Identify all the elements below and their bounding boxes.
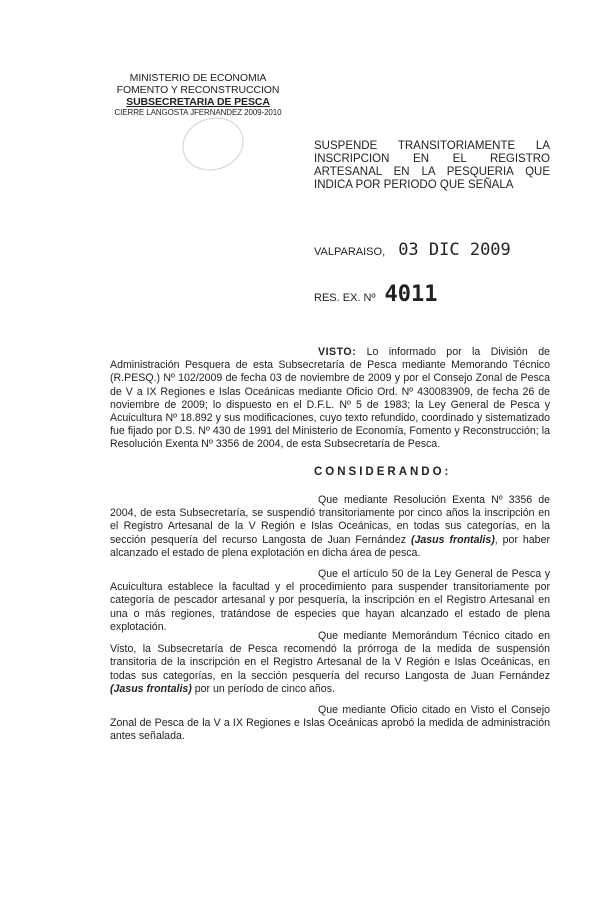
species-name: (Jasus frontalis) <box>110 682 192 695</box>
considerando-heading: CONSIDERANDO: <box>314 466 452 478</box>
subsecretaria-name: SUBSECRETARIA DE PESCA <box>126 96 270 108</box>
ministry-line-1: MINISTERIO DE ECONOMIA <box>129 72 267 84</box>
visto-text: Lo informado por la División de Administración Pesquera de esta Subsecretaría de Pesca mediante Memorando Técnico (R.PESQ.) Nº 102/2009 de fecha 03 de noviembre de 2009 y por el Consejo Zonal de Pesca de V a IX Regiones e Islas Oceánicas mediante Oficio Ord. Nº 430083909, de fecha 26 de noviembre de 2009; lo dispuesto en el D.F.L. Nº 5 de 1983; la Ley General de Pesca y Acuicultura Nº 18.892 y sus modificaciones, cuyo texto refundido, coordinado y sistematizado fue fijado por D.S. Nº 430 de 1991 del Ministerio de Economía, Fomento y Reconstrucción; la Resolución Exenta Nº 3356 de 2004, de esta Subsecretaría de Pesca. <box>110 346 550 451</box>
considerando-paragraph-3 <box>110 630 550 696</box>
considerando-paragraph-2 <box>110 568 550 634</box>
paragraph-3-text: Que mediante Memorándum Técnico citado en Visto, la Subsecretaría de Pesca recomendó la prórroga de la medida de suspensión transitoria de la inscripción en el Registro Artesanal de la V Región e Islas Oceánicas, en todas sus categorías, en la sección pesquería del recurso Langosta de Juan Fernández <box>110 630 550 682</box>
considerando-paragraph-4 <box>110 704 550 744</box>
resolution-number-line <box>314 282 574 308</box>
resolution-summary: SUSPENDE TRANSITORIAMENTE LA INSCRIPCION EN EL REGISTRO ARTESANAL EN LA PESQUERIA QUE INDICA POR PERIODO QUE SEÑALA <box>314 140 550 191</box>
official-seal-stamp <box>175 110 250 179</box>
considerando-paragraph-1 <box>110 494 550 560</box>
paragraph-1-text: Que mediante Resolución Exenta Nº 3356 de 2004, de esta Subsecretaría, se suspendió transitoriamente por cinco años la inscripción en el Registro Artesanal de la V Región e Islas Oceánicas, en todas sus categorías, en la sección pesquería del recurso Langosta de Juan Fernández <box>110 494 550 546</box>
paragraph-1-text-end: , por haber alcanzado el estado de plena explotación en dicha área de pesca. <box>110 533 550 559</box>
paragraph-3-text-end: por un período de cinco años. <box>191 682 335 695</box>
date-line <box>314 240 574 262</box>
city-label: VALPARAISO, <box>314 246 386 258</box>
paragraph-4-text: Que mediante Oficio citado en Visto el Consejo Zonal de Pesca de la V a IX Regiones e Islas Oceánicas aprobó la medida de administración antes señalada. <box>110 704 550 743</box>
file-reference: CIERRE LANGOSTA JFERNANDEZ 2009-2010 <box>114 108 282 117</box>
visto-paragraph <box>110 346 550 452</box>
date-stamp: 03 DIC 2009 <box>398 240 511 260</box>
resolution-label: RES. EX. Nº <box>314 292 376 304</box>
ministry-line-2: FOMENTO Y RECONSTRUCCION <box>116 84 280 96</box>
paragraph-2-text: Que el artículo 50 de la Ley General de Pesca y Acuicultura establece la facultad y el procedimiento para suspender transitoriamente por categoría de pescador artesanal y por pesquería, la inscripción en el Registro Artesanal en una o más regiones, tratándose de especies que hayan alcanzado el estado de plena explotación. <box>110 568 550 633</box>
visto-label: VISTO: <box>318 346 357 358</box>
species-name: (Jasus frontalis) <box>410 533 495 546</box>
letterhead <box>108 72 288 118</box>
resolution-number: 4011 <box>384 282 438 307</box>
